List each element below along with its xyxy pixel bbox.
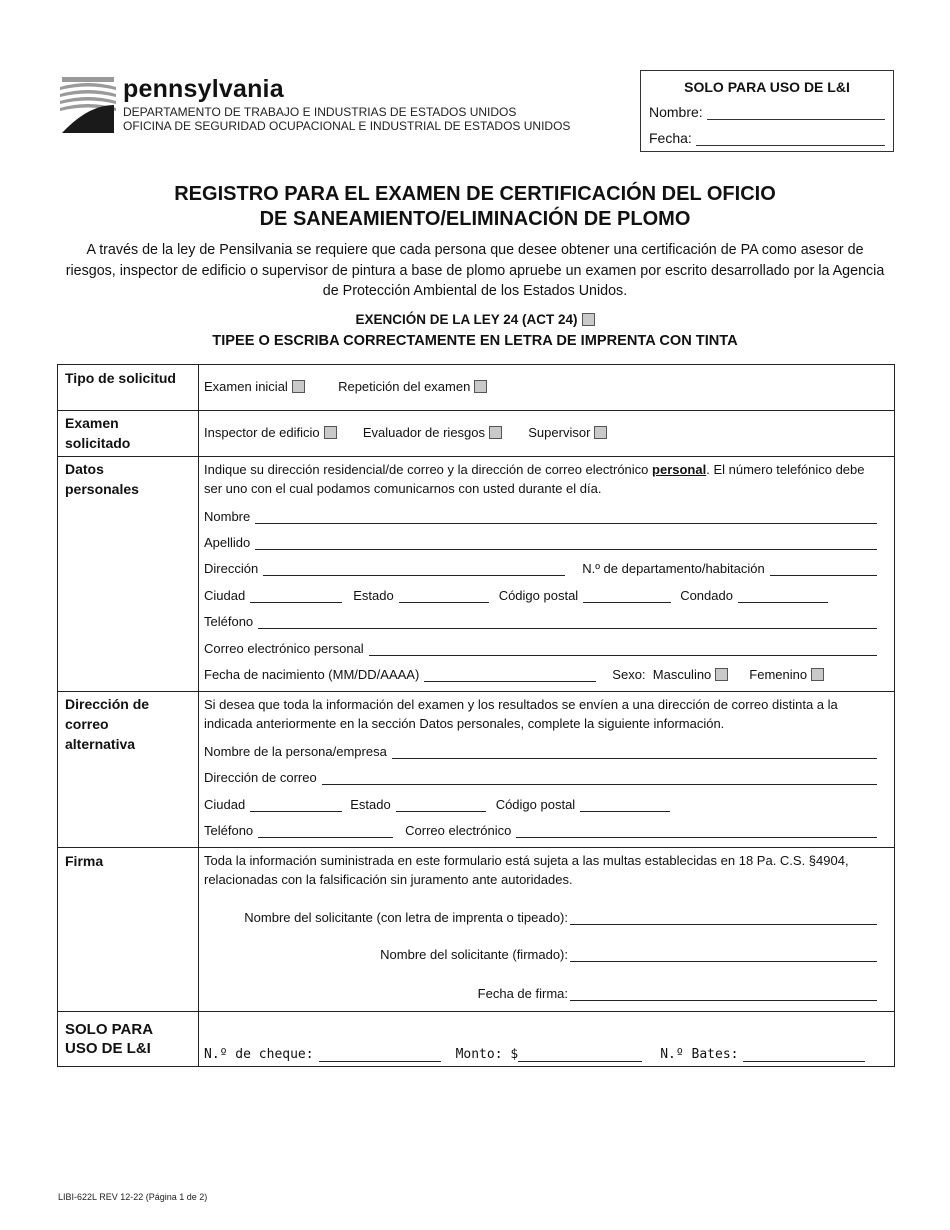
dob-sex-row — [204, 664, 877, 682]
last-name-row — [204, 532, 877, 550]
amount-field[interactable] — [518, 1048, 642, 1062]
state-label: Estado — [353, 588, 394, 603]
county-field[interactable] — [738, 589, 828, 603]
county-label: Condado — [680, 588, 733, 603]
email-row — [204, 638, 877, 656]
exam-requested-options — [204, 425, 880, 440]
alt-mailing-label: Dirección de correo alternativa — [65, 696, 150, 752]
supervisor-checkbox[interactable] — [594, 426, 607, 439]
office-name-field[interactable] — [707, 106, 885, 120]
alt-zip-field[interactable] — [580, 798, 670, 812]
row-divider — [58, 456, 894, 457]
office-name-row — [649, 104, 885, 120]
office-use-title: SOLO PARA USO DE L&I — [684, 79, 850, 95]
title-line-1: REGISTRO PARA EL EXAMEN DE CERTIFICACIÓN DEL OFICIO — [174, 183, 776, 205]
alt-city-field[interactable] — [250, 798, 342, 812]
phone-row — [204, 611, 877, 629]
address-label: Dirección — [204, 561, 259, 576]
supervisor-label: Supervisor — [528, 425, 591, 440]
signed-name-field[interactable] — [570, 948, 877, 962]
office-date-label: Fecha: — [649, 130, 692, 146]
office-date-field[interactable] — [696, 132, 885, 146]
building-inspector-checkbox[interactable] — [324, 426, 337, 439]
personal-data-note — [204, 460, 880, 498]
signature-label: Firma — [65, 853, 104, 869]
row-divider — [58, 691, 894, 692]
alt-city-row — [204, 794, 877, 812]
keystone-logo-icon — [58, 75, 118, 135]
row-divider — [58, 410, 894, 411]
intro-text: A través de la ley de Pensilvania se requiere que cada persona que desee obtener una certificación de PA como asesor de riesgos, inspector de edificio o supervisor de pintura a base de plomo apruebe un examen por escrito desarrollado por la Agencia de Protección Ambiental de los Estados Unidos. — [65, 242, 885, 299]
personal-data-label: Datos personales — [65, 461, 139, 497]
dob-label: Fecha de nacimiento (MM/DD/AAAA) — [204, 667, 420, 682]
department-names — [123, 105, 570, 133]
office-name-label: Nombre: — [649, 104, 703, 120]
state-field[interactable] — [399, 589, 489, 603]
address-field[interactable] — [263, 562, 565, 576]
row-divider — [58, 1011, 894, 1012]
act-24-label: EXENCIÓN DE LA LEY 24 (ACT 24) — [355, 312, 578, 327]
exam-requested-label: Examen solicitado — [65, 415, 131, 451]
female-checkbox[interactable] — [811, 668, 824, 681]
printed-name-field[interactable] — [570, 911, 877, 925]
signature-date-row — [204, 983, 877, 1001]
signature-date-field[interactable] — [570, 987, 877, 1001]
apt-field[interactable] — [770, 562, 877, 576]
application-type-options — [204, 379, 880, 394]
check-number-field[interactable] — [319, 1048, 441, 1062]
row-divider — [58, 847, 894, 848]
alt-address-label: Dirección de correo — [204, 770, 317, 785]
signature-note: Toda la información suministrada en este formulario está sujeta a las multas establecidas en 18 Pa. C.S. §4904, relacionadas con la falsificación sin juramento ante autoridades. — [204, 853, 849, 887]
printed-name-row — [204, 907, 877, 925]
alt-state-field[interactable] — [396, 798, 486, 812]
alt-phone-row — [204, 820, 877, 838]
act-24-row — [0, 312, 950, 327]
first-name-label: Nombre — [204, 509, 251, 524]
alt-person-field[interactable] — [392, 745, 877, 759]
risk-assessor-checkbox[interactable] — [489, 426, 502, 439]
first-name-row — [204, 506, 877, 524]
city-field[interactable] — [250, 589, 342, 603]
initial-exam-checkbox[interactable] — [292, 380, 305, 393]
initial-exam-label: Examen inicial — [204, 379, 288, 394]
zip-field[interactable] — [583, 589, 671, 603]
alt-phone-field[interactable] — [258, 824, 393, 838]
alt-zip-label: Código postal — [495, 797, 576, 812]
alt-address-row — [204, 767, 877, 785]
bates-field[interactable] — [743, 1048, 865, 1062]
instructions: TIPEE O ESCRIBA CORRECTAMENTE EN LETRA DE IMPRENTA CON TINTA — [212, 333, 738, 349]
form-title — [0, 182, 950, 232]
phone-label: Teléfono — [204, 614, 254, 629]
amount-label: Monto: $ — [455, 1047, 519, 1062]
title-line-2: DE SANEAMIENTO/ELIMINACIÓN DE PLOMO — [259, 208, 691, 230]
application-table — [57, 364, 895, 1067]
email-field[interactable] — [369, 642, 877, 656]
address-row — [204, 558, 877, 576]
printed-name-label: Nombre del solicitante (con letra de imprenta o tipeado): — [244, 910, 568, 925]
sex-male-label: Sexo: Masculino — [612, 667, 712, 682]
city-label: Ciudad — [204, 588, 246, 603]
alt-city-label: Ciudad — [204, 797, 246, 812]
last-name-label: Apellido — [204, 535, 251, 550]
alt-address-field[interactable] — [322, 771, 877, 785]
personal-note-bold: personal — [652, 462, 707, 477]
bates-label: N.º Bates: — [660, 1047, 739, 1062]
risk-assessor-label: Evaluador de riesgos — [362, 425, 486, 440]
pennsylvania-wordmark: pennsylvania — [123, 75, 284, 103]
check-number-label: N.º de cheque: — [204, 1047, 314, 1062]
dob-field[interactable] — [424, 668, 596, 682]
personal-note-before: Indique su dirección residencial/de correo y la dirección de correo electrónico — [204, 462, 653, 477]
apt-label: N.º de departamento/habitación — [582, 561, 765, 576]
zip-label: Código postal — [498, 588, 579, 603]
office-use-label: SOLO PARA USO DE L&I — [65, 1021, 153, 1057]
column-divider — [198, 365, 199, 1066]
signed-name-label: Nombre del solicitante (firmado): — [380, 947, 568, 962]
dept-line-2: OFICINA DE SEGURIDAD OCUPACIONAL E INDUSTRIAL DE ESTADOS UNIDOS — [123, 119, 571, 133]
retake-exam-label: Repetición del examen — [338, 379, 471, 394]
application-type-label: Tipo de solicitud — [65, 370, 176, 386]
alt-person-label: Nombre de la persona/empresa — [204, 744, 387, 759]
alt-state-label: Estado — [350, 797, 391, 812]
alt-phone-label: Teléfono — [204, 823, 254, 838]
office-date-row — [649, 130, 885, 146]
first-name-field[interactable] — [255, 510, 877, 524]
alt-email-label: Correo electrónico — [405, 823, 512, 838]
alt-mailing-note: Si desea que toda la información del examen y los resultados se envíen a una dirección de correo distinta a la indicada anteriormente en la sección Datos personales, complete la siguiente información. — [204, 697, 838, 731]
office-use-box — [640, 70, 894, 152]
phone-field[interactable] — [258, 615, 877, 629]
alt-person-row — [204, 741, 877, 759]
alt-email-field[interactable] — [516, 824, 877, 838]
signature-date-label: Fecha de firma: — [477, 986, 568, 1001]
retake-exam-checkbox[interactable] — [474, 380, 487, 393]
form-footer: LIBI-622L REV 12-22 (Página 1 de 2) — [58, 1192, 208, 1202]
dept-line-1: DEPARTAMENTO DE TRABAJO E INDUSTRIAS DE ESTADOS UNIDOS — [123, 105, 517, 119]
city-state-row — [204, 585, 877, 603]
office-use-row — [204, 1044, 877, 1062]
last-name-field[interactable] — [255, 536, 877, 550]
personal-note-after: . El número telefónico debe ser uno con el cual podamos comunicarnos con usted durante el día. — [204, 462, 865, 496]
act-24-checkbox[interactable] — [582, 313, 595, 326]
signed-name-row — [204, 944, 877, 962]
female-label: Femenino — [749, 667, 808, 682]
male-checkbox[interactable] — [715, 668, 728, 681]
building-inspector-label: Inspector de edificio — [204, 425, 320, 440]
email-label: Correo electrónico personal — [204, 641, 364, 656]
